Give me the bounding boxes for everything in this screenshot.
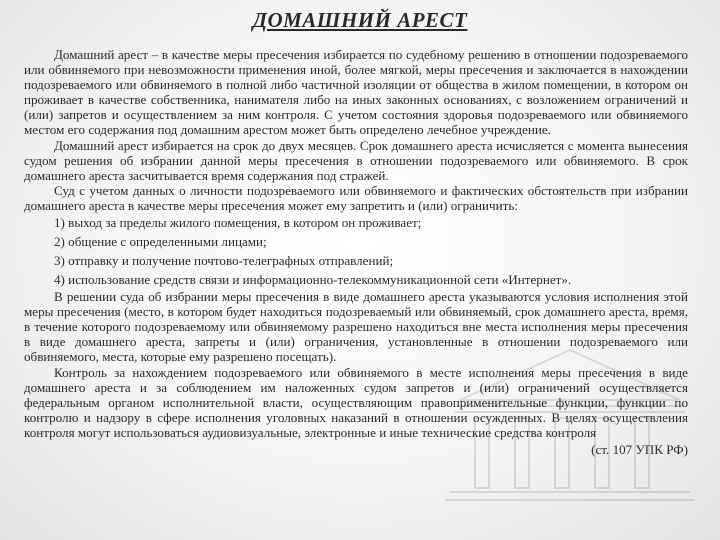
page-title: ДОМАШНИЙ АРЕСТ — [252, 8, 468, 32]
paragraph-control: Контроль за нахождением подозреваемого или обвиняемого в месте исполнения меры пресечения в виде домашнего ареста и за соблюдением им наложенных судом запретов и (или) ограничений осуществляется федеральным органом исполнительной власти, осуществляющим правоприменительные функции, функции по контролю и надзору в сфере исполнения уголовных наказаний в отношении осужденных. В целях осуществления контроля могут использоваться аудиовизуальные, электронные и иные технические средства контроля — [24, 364, 688, 440]
paragraph-court-decision: В решении суда об избрании меры пресечения в виде домашнего ареста указываются условия исполнения этой меры пресечения (место, в котором будет находиться подозреваемый или обвиняемый, срок домашнего ареста, время, в течение которого подозреваемому или обвиняемому разрешено находиться вне места исполнения меры пресечения в виде домашнего ареста, запреты и (или) ограничения, установленные в отношении подозреваемого или обвиняемого, места, которые ему разрешено посещать). — [24, 289, 688, 365]
paragraph-restrictions-intro: Суд с учетом данных о личности подозреваемого или обвиняемого и фактических обстоятельств при избрании домашнего ареста в качестве меры пресечения может ему запретить и (или) ограничить: — [24, 182, 688, 213]
paragraph-term: Домашний арест избирается на срок до двух месяцев. Срок домашнего ареста исчисляется с момента вынесения судом решения об избрании данной меры пресечения в отношении подозреваемого или обвиняемого. В срок домашнего ареста засчитывается время содержания под стражей. — [24, 137, 688, 183]
document-body — [24, 47, 688, 457]
list-item: 4) использование средств связи и информационно-телекоммуникационной сети «Интернет». — [54, 272, 572, 288]
list-item: 1) выход за пределы жилого помещения, в котором он проживает; — [54, 215, 422, 231]
paragraph-definition: Домашний арест – в качестве меры пресечения избирается по судебному решению в отношении подозреваемого или обвиняемого при невозможности применения иной, более мягкой, меры пресечения и заключается в нахождении подозреваемого или обвиняемого в полной либо частичной изоляции от общества в жилом помещении, в котором он проживает в качестве собственника, нанимателя либо на иных законных основаниях, с возложением ограничений и (или) запретов и осуществлением за ним контроля. С учетом состояния здоровья подозреваемого или обвиняемого местом его содержания под домашним арестом может быть определено лечебное учреждение. — [24, 47, 688, 138]
list-item: 3) отправку и получение почтово-телеграфных отправлений; — [54, 253, 394, 269]
source-citation: (ст. 107 УПК РФ) — [591, 441, 688, 457]
list-item: 2) общение с определенными лицами; — [54, 234, 267, 250]
